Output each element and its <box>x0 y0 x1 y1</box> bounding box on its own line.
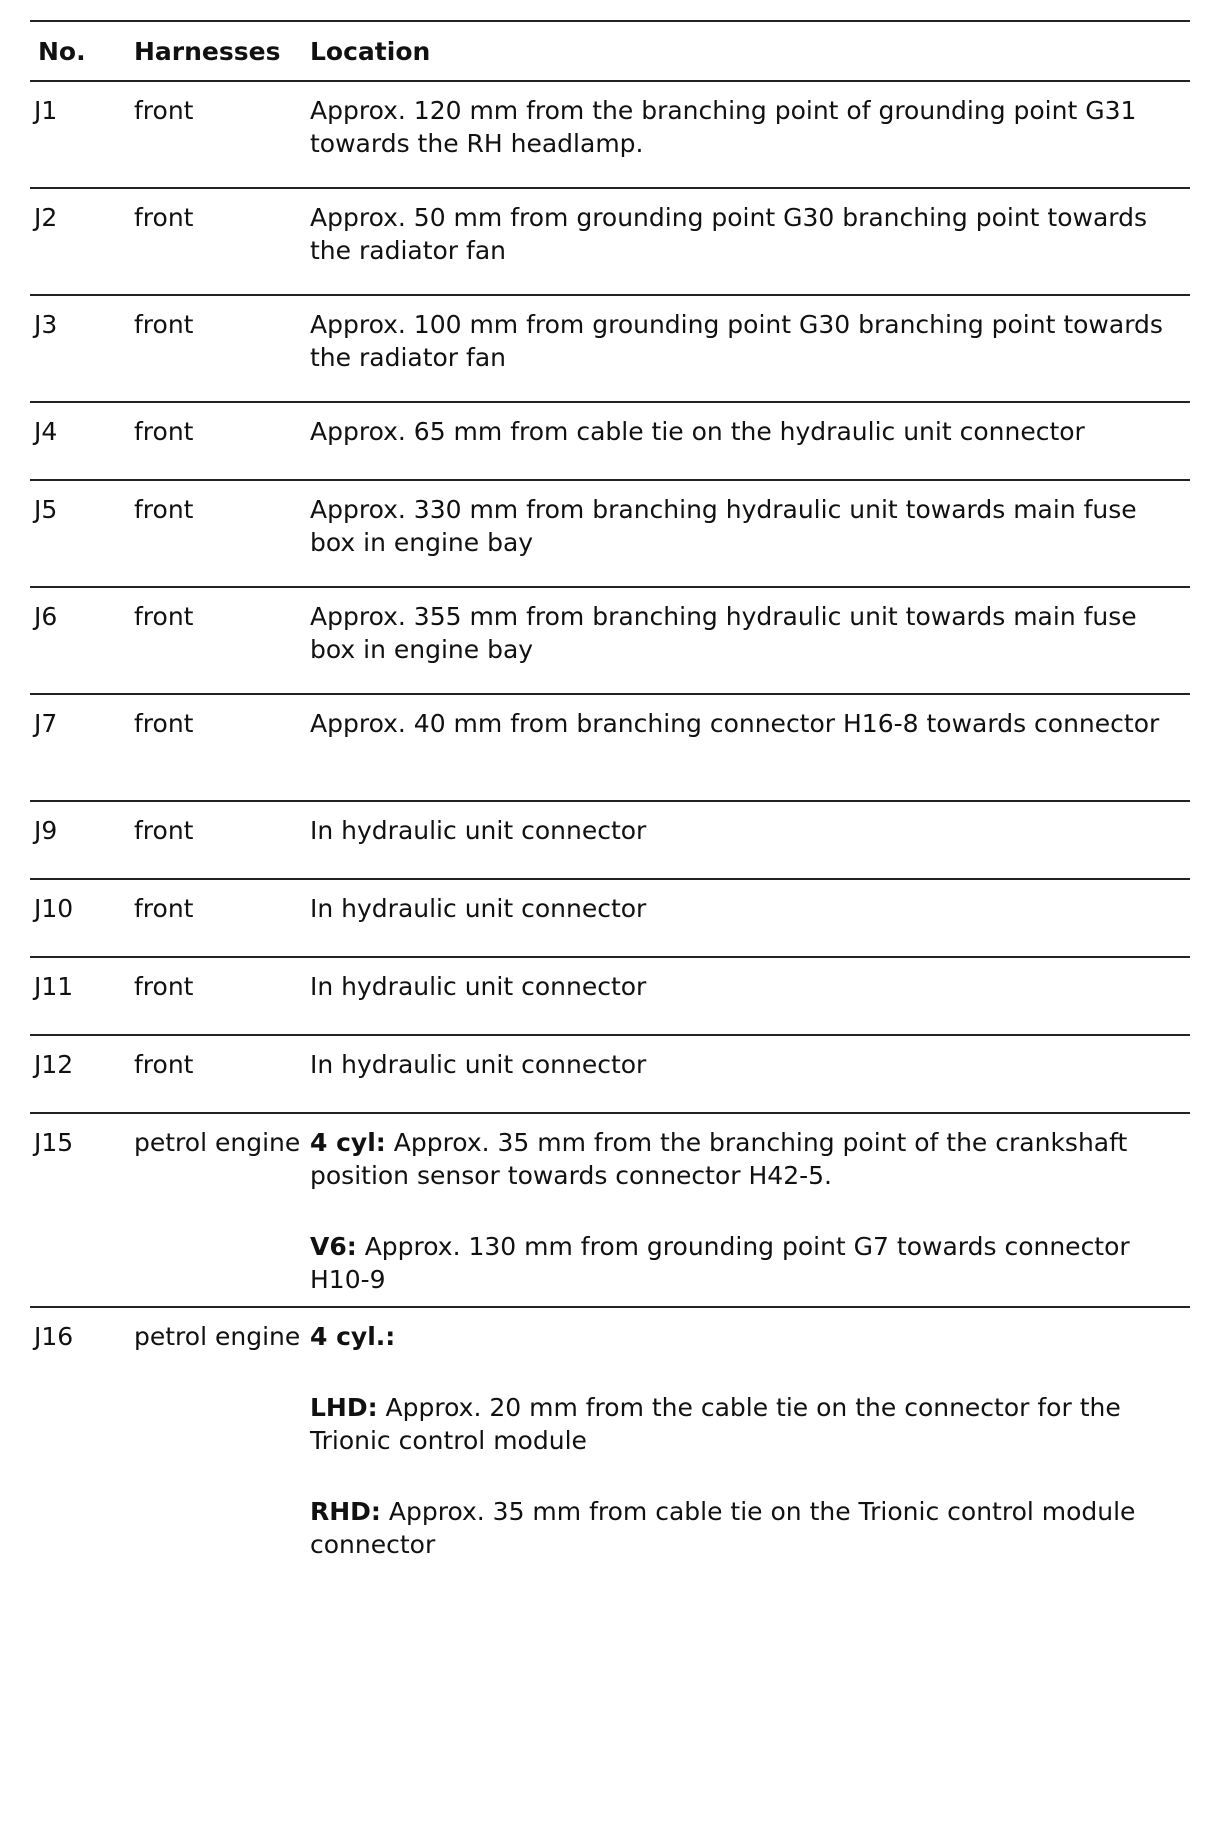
location-text: Approx. 20 mm from the cable tie on the connector for the Trionic control module <box>310 1393 1121 1455</box>
table-row <box>30 1036 1190 1114</box>
row-harness: front <box>134 96 194 125</box>
row-number: J2 <box>34 203 58 232</box>
table-row <box>30 588 1190 695</box>
location-paragraph <box>310 415 1184 448</box>
location-text: Approx. 35 mm from cable tie on the Trionic control module connector <box>310 1497 1136 1559</box>
row-number: J9 <box>34 816 58 845</box>
location-text: Approx. 35 mm from the branching point of the crankshaft position sensor towards connector H42-5. <box>310 1128 1128 1190</box>
row-harness: front <box>134 816 194 845</box>
location-paragraph <box>310 892 1184 925</box>
location-text: Approx. 120 mm from the branching point of grounding point G31 towards the RH headlamp. <box>310 96 1137 158</box>
row-number: J5 <box>34 495 58 524</box>
location-text: In hydraulic unit connector <box>310 894 647 923</box>
row-harness: front <box>134 417 194 446</box>
location-paragraph <box>310 201 1184 267</box>
header-location: Location <box>310 36 431 66</box>
row-location <box>310 296 1190 401</box>
location-text: Approx. 100 mm from grounding point G30 branching point towards the radiator fan <box>310 310 1163 372</box>
row-harness: front <box>134 972 194 1001</box>
location-paragraph <box>310 1230 1184 1296</box>
row-number: J15 <box>34 1128 74 1157</box>
row-harness: front <box>134 310 194 339</box>
row-number: J16 <box>34 1322 74 1351</box>
header-harnesses: Harnesses <box>134 36 281 66</box>
table-row <box>30 695 1190 802</box>
row-harness: petrol engine <box>134 1128 301 1157</box>
location-text: Approx. 65 mm from cable tie on the hydraulic unit connector <box>310 417 1085 446</box>
table-row <box>30 481 1190 588</box>
location-paragraph <box>310 814 1184 847</box>
row-harness: front <box>134 203 194 232</box>
row-location <box>310 588 1190 693</box>
location-label: 4 cyl: <box>310 1128 386 1157</box>
location-label: 4 cyl.: <box>310 1322 396 1351</box>
table-row <box>30 82 1190 189</box>
row-location <box>310 695 1190 800</box>
location-paragraph <box>310 970 1184 1003</box>
location-label: LHD: <box>310 1393 378 1422</box>
row-location <box>310 481 1190 586</box>
row-number: J6 <box>34 602 58 631</box>
row-harness: petrol engine <box>134 1322 301 1351</box>
location-label: V6: <box>310 1232 357 1261</box>
table-body <box>30 82 1190 1559</box>
row-location <box>310 1036 1190 1112</box>
row-number: J10 <box>34 894 74 923</box>
location-paragraph <box>310 600 1184 666</box>
row-location <box>310 1308 1190 1559</box>
row-harness: front <box>134 894 194 923</box>
location-text: Approx. 50 mm from grounding point G30 branching point towards the radiator fan <box>310 203 1148 265</box>
location-text: Approx. 130 mm from grounding point G7 towards connector H10-9 <box>310 1232 1130 1294</box>
header-no: No. <box>38 36 86 66</box>
table-row <box>30 880 1190 958</box>
row-location <box>310 403 1190 479</box>
location-paragraph <box>310 1391 1184 1457</box>
location-paragraph <box>310 308 1184 374</box>
row-number: J12 <box>34 1050 74 1079</box>
row-harness: front <box>134 709 194 738</box>
location-paragraph <box>310 94 1184 160</box>
location-label: RHD: <box>310 1497 381 1526</box>
table-header <box>30 22 1190 82</box>
row-location <box>310 958 1190 1034</box>
row-number: J7 <box>34 709 58 738</box>
row-location <box>310 189 1190 294</box>
row-number: J4 <box>34 417 58 446</box>
location-paragraph <box>310 707 1184 740</box>
location-text: Approx. 355 mm from branching hydraulic unit towards main fuse box in engine bay <box>310 602 1137 664</box>
row-number: J3 <box>34 310 58 339</box>
table-row <box>30 958 1190 1036</box>
location-paragraph <box>310 1126 1184 1192</box>
row-number: J11 <box>34 972 74 1001</box>
location-paragraph <box>310 493 1184 559</box>
row-location <box>310 802 1190 878</box>
row-location <box>310 880 1190 956</box>
location-text: Approx. 330 mm from branching hydraulic unit towards main fuse box in engine bay <box>310 495 1137 557</box>
location-text: In hydraulic unit connector <box>310 816 647 845</box>
row-location <box>310 1114 1190 1306</box>
table-row <box>30 296 1190 403</box>
table-row <box>30 1114 1190 1308</box>
row-location <box>310 82 1190 187</box>
row-harness: front <box>134 495 194 524</box>
location-text: In hydraulic unit connector <box>310 1050 647 1079</box>
row-harness: front <box>134 602 194 631</box>
table-row <box>30 403 1190 481</box>
location-paragraph <box>310 1048 1184 1081</box>
location-paragraph <box>310 1495 1184 1561</box>
junction-table <box>30 20 1190 1559</box>
row-harness: front <box>134 1050 194 1079</box>
location-paragraph <box>310 1320 1184 1353</box>
row-number: J1 <box>34 96 58 125</box>
table-row <box>30 189 1190 296</box>
location-text: In hydraulic unit connector <box>310 972 647 1001</box>
location-text: Approx. 40 mm from branching connector H16-8 towards connector <box>310 709 1160 738</box>
table-row <box>30 1308 1190 1559</box>
table-row <box>30 802 1190 880</box>
